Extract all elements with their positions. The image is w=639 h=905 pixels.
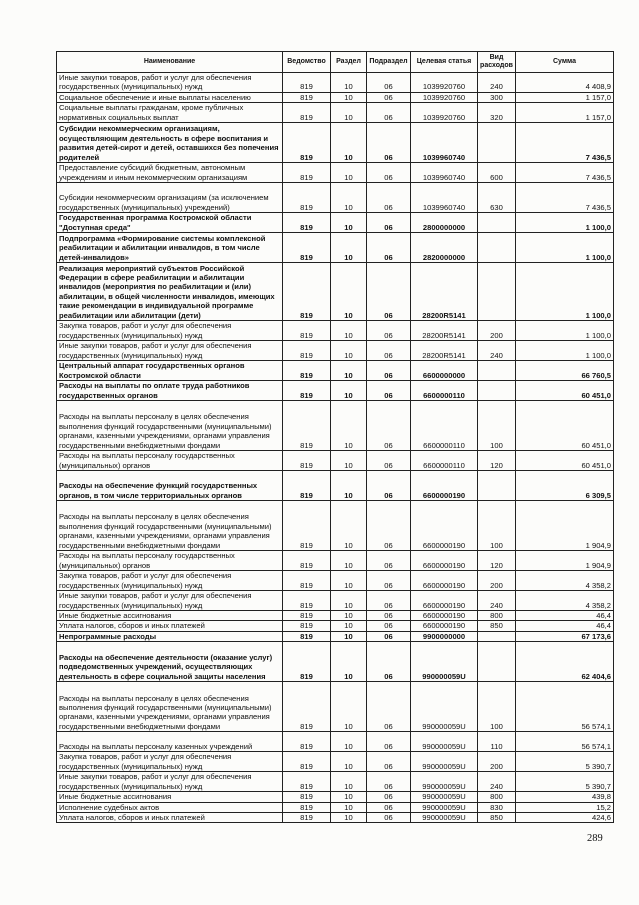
cell-subsection: 06	[367, 631, 411, 641]
table-header-row	[57, 52, 614, 73]
cell-type: 100	[478, 401, 516, 451]
cell-section: 10	[331, 381, 367, 401]
cell-section: 10	[331, 551, 367, 571]
table-row	[57, 381, 614, 401]
table-row	[57, 92, 614, 102]
cell-target: 28200R5141	[411, 341, 478, 361]
table-row	[57, 183, 614, 213]
cell-name: Подпрограмма «Формирование системы комплексной реабилитации и абилитации инвалидов, в том числе детей-инвалидов»	[57, 233, 283, 263]
cell-target: 2820000000	[411, 233, 478, 263]
table-row	[57, 233, 614, 263]
table-row	[57, 361, 614, 381]
table-row	[57, 571, 614, 591]
header-target: Целевая статья	[411, 52, 478, 73]
cell-sum: 4 408,9	[516, 73, 614, 93]
cell-subsection: 06	[367, 611, 411, 621]
cell-dept: 819	[283, 551, 331, 571]
cell-type	[478, 213, 516, 233]
cell-name: Иные закупки товаров, работ и услуг для обеспечения государственных (муниципальных) нужд	[57, 591, 283, 611]
table-row	[57, 792, 614, 802]
cell-subsection: 06	[367, 73, 411, 93]
cell-dept: 819	[283, 341, 331, 361]
cell-section: 10	[331, 501, 367, 551]
cell-subsection: 06	[367, 792, 411, 802]
cell-sum: 1 904,9	[516, 501, 614, 551]
cell-sum: 60 451,0	[516, 451, 614, 471]
cell-target: 9900000000	[411, 631, 478, 641]
cell-subsection: 06	[367, 621, 411, 631]
cell-sum: 7 436,5	[516, 163, 614, 183]
cell-target: 6600000190	[411, 471, 478, 501]
cell-section: 10	[331, 341, 367, 361]
cell-subsection: 06	[367, 501, 411, 551]
cell-sum: 4 358,2	[516, 591, 614, 611]
cell-dept: 819	[283, 103, 331, 123]
cell-subsection: 06	[367, 92, 411, 102]
cell-section: 10	[331, 621, 367, 631]
table-row	[57, 401, 614, 451]
cell-target: 6600000190	[411, 591, 478, 611]
cell-name: Расходы на выплаты персоналу в целях обеспечения выполнения функций государственными (муниципальными) органами, казенными учреждениями, органами управления государственными внебюджетными фондами	[57, 682, 283, 732]
cell-dept: 819	[283, 401, 331, 451]
cell-sum: 4 358,2	[516, 571, 614, 591]
cell-sum: 7 436,5	[516, 183, 614, 213]
cell-dept: 819	[283, 361, 331, 381]
cell-dept: 819	[283, 571, 331, 591]
cell-section: 10	[331, 163, 367, 183]
cell-subsection: 06	[367, 551, 411, 571]
cell-name: Субсидии некоммерческим организациям, осуществляющим деятельность в сфере воспитания и развития детей-сирот и детей, оставшихся без попечения родителей	[57, 123, 283, 163]
cell-sum: 1 157,0	[516, 92, 614, 102]
cell-subsection: 06	[367, 802, 411, 812]
cell-type	[478, 471, 516, 501]
cell-sum: 6 309,5	[516, 471, 614, 501]
page-number: 289	[587, 833, 603, 844]
cell-subsection: 06	[367, 642, 411, 682]
cell-dept: 819	[283, 813, 331, 823]
cell-name: Расходы на обеспечение функций государственных органов, в том числе территориальных органов	[57, 471, 283, 501]
cell-target: 990000059U	[411, 802, 478, 812]
cell-section: 10	[331, 591, 367, 611]
cell-target: 6600000190	[411, 551, 478, 571]
cell-dept: 819	[283, 163, 331, 183]
cell-type: 850	[478, 621, 516, 631]
cell-subsection: 06	[367, 813, 411, 823]
header-name: Наименование	[57, 52, 283, 73]
cell-dept: 819	[283, 123, 331, 163]
cell-name: Предоставление субсидий бюджетным, автономным учреждениям и иным некоммерческим организациям	[57, 163, 283, 183]
cell-section: 10	[331, 73, 367, 93]
cell-section: 10	[331, 631, 367, 641]
cell-section: 10	[331, 772, 367, 792]
cell-target: 1039920760	[411, 103, 478, 123]
cell-name: Непрограммные расходы	[57, 631, 283, 641]
cell-type: 830	[478, 802, 516, 812]
cell-subsection: 06	[367, 571, 411, 591]
cell-subsection: 06	[367, 183, 411, 213]
cell-name: Расходы на выплаты персоналу казенных учреждений	[57, 732, 283, 752]
header-dept: Ведомство	[283, 52, 331, 73]
cell-target: 28200R5141	[411, 321, 478, 341]
table-row	[57, 551, 614, 571]
cell-target: 6600000110	[411, 381, 478, 401]
table-row	[57, 591, 614, 611]
cell-dept: 819	[283, 611, 331, 621]
cell-target: 6600000000	[411, 361, 478, 381]
cell-subsection: 06	[367, 381, 411, 401]
cell-subsection: 06	[367, 263, 411, 321]
cell-sum: 56 574,1	[516, 732, 614, 752]
cell-target: 6600000190	[411, 571, 478, 591]
cell-subsection: 06	[367, 471, 411, 501]
cell-target: 990000059U	[411, 792, 478, 802]
cell-section: 10	[331, 92, 367, 102]
cell-name: Расходы на выплаты персоналу государственных (муниципальных) органов	[57, 451, 283, 471]
cell-section: 10	[331, 471, 367, 501]
cell-section: 10	[331, 802, 367, 812]
cell-subsection: 06	[367, 361, 411, 381]
table-row	[57, 642, 614, 682]
header-sum: Сумма	[516, 52, 614, 73]
cell-type: 200	[478, 752, 516, 772]
table-row	[57, 123, 614, 163]
cell-type	[478, 361, 516, 381]
cell-dept: 819	[283, 213, 331, 233]
cell-subsection: 06	[367, 233, 411, 263]
table-row	[57, 451, 614, 471]
cell-name: Иные бюджетные ассигнования	[57, 611, 283, 621]
cell-name: Исполнение судебных актов	[57, 802, 283, 812]
cell-name: Центральный аппарат государственных органов Костромской области	[57, 361, 283, 381]
cell-section: 10	[331, 123, 367, 163]
table-row	[57, 621, 614, 631]
cell-name: Иные закупки товаров, работ и услуг для обеспечения государственных (муниципальных) нужд	[57, 772, 283, 792]
cell-dept: 819	[283, 621, 331, 631]
cell-sum: 1 100,0	[516, 341, 614, 361]
cell-dept: 819	[283, 92, 331, 102]
cell-type: 850	[478, 813, 516, 823]
cell-name: Уплата налогов, сборов и иных платежей	[57, 621, 283, 631]
cell-section: 10	[331, 213, 367, 233]
budget-table	[56, 51, 614, 823]
cell-section: 10	[331, 571, 367, 591]
cell-subsection: 06	[367, 752, 411, 772]
cell-dept: 819	[283, 772, 331, 792]
cell-subsection: 06	[367, 732, 411, 752]
cell-name: Расходы на обеспечение деятельности (оказание услуг) подведомственных учреждений, осуществляющих деятельность в сфере социальной защиты населения	[57, 642, 283, 682]
cell-subsection: 06	[367, 103, 411, 123]
table-row	[57, 263, 614, 321]
cell-target: 1039960740	[411, 163, 478, 183]
cell-sum: 56 574,1	[516, 682, 614, 732]
cell-type: 320	[478, 103, 516, 123]
cell-dept: 819	[283, 792, 331, 802]
cell-dept: 819	[283, 752, 331, 772]
cell-dept: 819	[283, 381, 331, 401]
cell-subsection: 06	[367, 123, 411, 163]
cell-dept: 819	[283, 802, 331, 812]
table-row	[57, 772, 614, 792]
cell-type: 110	[478, 732, 516, 752]
cell-type	[478, 263, 516, 321]
cell-subsection: 06	[367, 772, 411, 792]
header-subsection: Подраздел	[367, 52, 411, 73]
cell-sum: 60 451,0	[516, 401, 614, 451]
cell-subsection: 06	[367, 451, 411, 471]
cell-target: 990000059U	[411, 813, 478, 823]
table-row	[57, 163, 614, 183]
cell-section: 10	[331, 451, 367, 471]
cell-type: 800	[478, 792, 516, 802]
cell-section: 10	[331, 732, 367, 752]
cell-dept: 819	[283, 233, 331, 263]
cell-sum: 1 157,0	[516, 103, 614, 123]
cell-sum: 1 100,0	[516, 233, 614, 263]
cell-name: Социальное обеспечение и иные выплаты населению	[57, 92, 283, 102]
cell-section: 10	[331, 642, 367, 682]
cell-sum: 1 100,0	[516, 321, 614, 341]
cell-sum: 46,4	[516, 611, 614, 621]
cell-name: Реализация мероприятий субъектов Российской Федерации в сфере реабилитации и абилитации инвалидов (мероприятия по реабилитации и (или) абилитации, в общей численности инвалидов, имеющих такие рекомендации в индивидуальной программе реабилитации или абилитации (дети)	[57, 263, 283, 321]
header-section: Раздел	[331, 52, 367, 73]
cell-section: 10	[331, 183, 367, 213]
cell-section: 10	[331, 813, 367, 823]
table-row	[57, 341, 614, 361]
cell-target: 6600000190	[411, 501, 478, 551]
cell-name: Субсидии некоммерческим организациям (за исключением государственных (муниципальных) учреждений)	[57, 183, 283, 213]
cell-dept: 819	[283, 682, 331, 732]
table-row	[57, 471, 614, 501]
cell-subsection: 06	[367, 321, 411, 341]
cell-name: Расходы на выплаты персоналу государственных (муниципальных) органов	[57, 551, 283, 571]
cell-type	[478, 631, 516, 641]
table-row	[57, 813, 614, 823]
cell-sum: 7 436,5	[516, 123, 614, 163]
cell-dept: 819	[283, 642, 331, 682]
cell-name: Иные закупки товаров, работ и услуг для обеспечения государственных (муниципальных) нужд	[57, 73, 283, 93]
cell-target: 990000059U	[411, 682, 478, 732]
cell-type: 240	[478, 772, 516, 792]
cell-name: Государственная программа Костромской области "Доступная среда"	[57, 213, 283, 233]
cell-target: 2800000000	[411, 213, 478, 233]
cell-type: 240	[478, 73, 516, 93]
cell-name: Расходы на выплаты персоналу в целях обеспечения выполнения функций государственными (муниципальными) органами, казенными учреждениями, органами управления государственными внебюджетными фондами	[57, 501, 283, 551]
cell-section: 10	[331, 321, 367, 341]
cell-type: 100	[478, 501, 516, 551]
cell-target: 1039960740	[411, 183, 478, 213]
cell-type: 800	[478, 611, 516, 621]
cell-subsection: 06	[367, 163, 411, 183]
cell-subsection: 06	[367, 401, 411, 451]
cell-type: 200	[478, 571, 516, 591]
cell-type	[478, 381, 516, 401]
cell-sum: 67 173,6	[516, 631, 614, 641]
cell-section: 10	[331, 611, 367, 621]
cell-subsection: 06	[367, 341, 411, 361]
table-row	[57, 103, 614, 123]
cell-sum: 15,2	[516, 802, 614, 812]
table-row	[57, 321, 614, 341]
cell-dept: 819	[283, 451, 331, 471]
cell-dept: 819	[283, 263, 331, 321]
cell-dept: 819	[283, 501, 331, 551]
cell-section: 10	[331, 401, 367, 451]
cell-dept: 819	[283, 321, 331, 341]
cell-dept: 819	[283, 591, 331, 611]
cell-name: Иные бюджетные ассигнования	[57, 792, 283, 802]
cell-sum: 439,8	[516, 792, 614, 802]
cell-section: 10	[331, 103, 367, 123]
cell-type: 120	[478, 451, 516, 471]
table-row	[57, 682, 614, 732]
cell-name: Закупка товаров, работ и услуг для обеспечения государственных (муниципальных) нужд	[57, 321, 283, 341]
cell-dept: 819	[283, 73, 331, 93]
cell-section: 10	[331, 361, 367, 381]
cell-type: 300	[478, 92, 516, 102]
cell-name: Закупка товаров, работ и услуг для обеспечения государственных (муниципальных) нужд	[57, 571, 283, 591]
table-row	[57, 631, 614, 641]
cell-type: 600	[478, 163, 516, 183]
cell-target: 1039920760	[411, 92, 478, 102]
cell-sum: 424,6	[516, 813, 614, 823]
cell-name: Закупка товаров, работ и услуг для обеспечения государственных (муниципальных) нужд	[57, 752, 283, 772]
cell-type: 120	[478, 551, 516, 571]
cell-target: 6600000110	[411, 451, 478, 471]
cell-dept: 819	[283, 471, 331, 501]
cell-section: 10	[331, 682, 367, 732]
cell-type: 100	[478, 682, 516, 732]
cell-dept: 819	[283, 732, 331, 752]
table-row	[57, 213, 614, 233]
cell-sum: 1 100,0	[516, 213, 614, 233]
cell-target: 1039920760	[411, 73, 478, 93]
cell-type	[478, 123, 516, 163]
header-type: Вид расходов	[478, 52, 516, 73]
cell-sum: 5 390,7	[516, 752, 614, 772]
cell-dept: 819	[283, 183, 331, 213]
cell-name: Расходы на выплаты персоналу в целях обеспечения выполнения функций государственными (муниципальными) органами, казенными учреждениями, органами управления государственными внебюджетными фондами	[57, 401, 283, 451]
table-row	[57, 611, 614, 621]
table-row	[57, 501, 614, 551]
cell-target: 990000059U	[411, 642, 478, 682]
cell-name: Расходы на выплаты по оплате труда работников государственных органов	[57, 381, 283, 401]
table-row	[57, 73, 614, 93]
cell-section: 10	[331, 752, 367, 772]
cell-name: Социальные выплаты гражданам, кроме публичных нормативных социальных выплат	[57, 103, 283, 123]
cell-type: 240	[478, 341, 516, 361]
cell-type: 200	[478, 321, 516, 341]
cell-subsection: 06	[367, 682, 411, 732]
table-body	[57, 73, 614, 823]
cell-target: 6600000190	[411, 611, 478, 621]
cell-target: 6600000110	[411, 401, 478, 451]
table-row	[57, 802, 614, 812]
table-row	[57, 752, 614, 772]
cell-sum: 60 451,0	[516, 381, 614, 401]
cell-section: 10	[331, 263, 367, 321]
cell-target: 990000059U	[411, 752, 478, 772]
cell-target: 1039960740	[411, 123, 478, 163]
cell-target: 28200R5141	[411, 263, 478, 321]
cell-sum: 62 404,6	[516, 642, 614, 682]
cell-dept: 819	[283, 631, 331, 641]
cell-type: 630	[478, 183, 516, 213]
cell-subsection: 06	[367, 213, 411, 233]
cell-type: 240	[478, 591, 516, 611]
cell-type	[478, 642, 516, 682]
cell-type	[478, 233, 516, 263]
cell-sum: 1 100,0	[516, 263, 614, 321]
cell-section: 10	[331, 792, 367, 802]
cell-subsection: 06	[367, 591, 411, 611]
cell-sum: 46,4	[516, 621, 614, 631]
table-row	[57, 732, 614, 752]
cell-target: 990000059U	[411, 732, 478, 752]
cell-target: 6600000190	[411, 621, 478, 631]
cell-sum: 5 390,7	[516, 772, 614, 792]
cell-target: 990000059U	[411, 772, 478, 792]
cell-section: 10	[331, 233, 367, 263]
cell-sum: 66 760,5	[516, 361, 614, 381]
cell-sum: 1 904,9	[516, 551, 614, 571]
cell-name: Уплата налогов, сборов и иных платежей	[57, 813, 283, 823]
cell-name: Иные закупки товаров, работ и услуг для обеспечения государственных (муниципальных) нужд	[57, 341, 283, 361]
